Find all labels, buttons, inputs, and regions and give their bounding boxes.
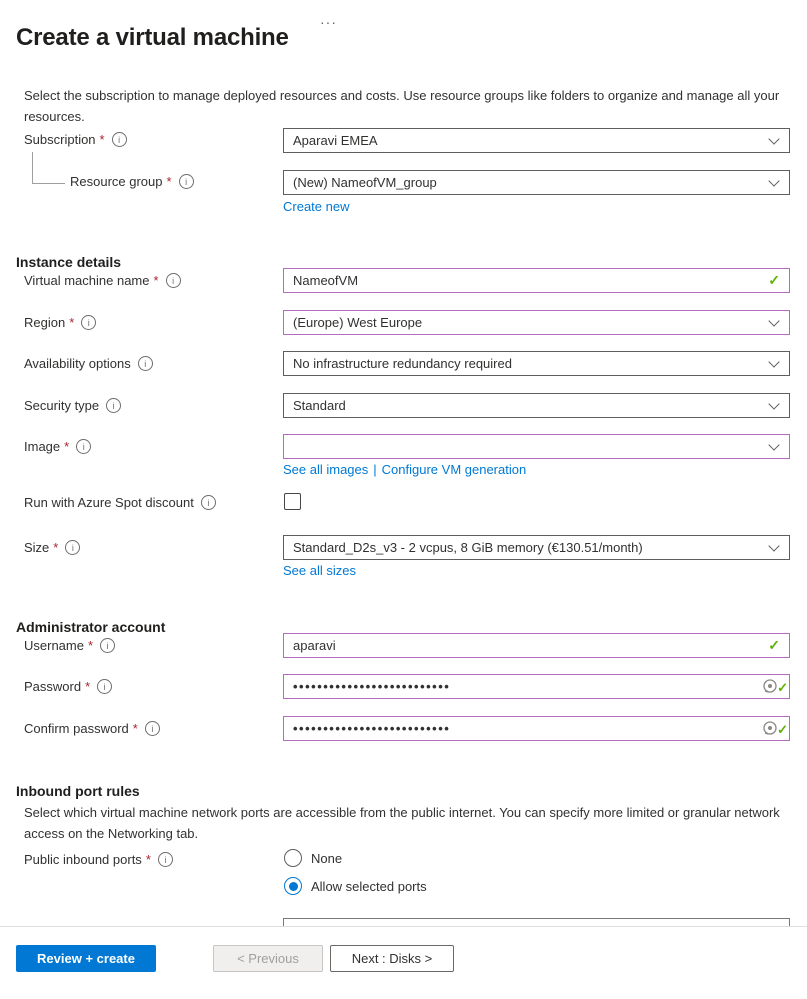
info-icon[interactable]: i	[97, 679, 112, 694]
confirm-password-label	[24, 721, 160, 736]
inbound-description: Select which virtual machine network ports are accessible from the public internet. You can specify more limited or granular network access on the Networking tab.	[24, 805, 780, 841]
password-label	[24, 679, 112, 694]
required-marker: *	[153, 273, 159, 288]
info-icon[interactable]: i	[145, 721, 160, 736]
size-dropdown[interactable]	[283, 535, 790, 560]
radio-allow-selected-ports[interactable]	[284, 877, 427, 895]
subscription-dropdown[interactable]	[283, 128, 790, 153]
required-marker: *	[69, 315, 75, 330]
next-disks-button[interactable]: Next : Disks >	[330, 945, 454, 972]
chevron-down-icon	[768, 356, 779, 367]
partial-dropdown[interactable]	[283, 918, 790, 926]
link-separator: |	[373, 462, 377, 477]
confirm-password-label-text: Confirm password	[24, 721, 129, 736]
azure-spot-label-text: Run with Azure Spot discount	[24, 495, 194, 510]
required-marker: *	[85, 679, 91, 694]
section-instance-details: Instance details	[16, 253, 122, 270]
info-icon[interactable]: i	[201, 495, 216, 510]
valid-check-icon: ✓	[777, 679, 788, 695]
size-value: Standard_D2s_v3 - 2 vcpus, 8 GiB memory (€130.51/month)	[293, 540, 643, 555]
configure-vm-generation-link[interactable]: Configure VM generation	[381, 462, 527, 477]
resource-group-value: (New) NameofVM_group	[293, 175, 437, 190]
required-marker: *	[166, 174, 172, 189]
section-administrator-account: Administrator account	[16, 618, 166, 635]
radio-none-label: None	[311, 850, 343, 866]
radio-circle-icon	[284, 849, 302, 867]
vm-name-input[interactable]	[283, 268, 790, 293]
vm-name-value: NameofVM	[293, 273, 359, 288]
see-all-sizes-link[interactable]: See all sizes	[283, 563, 356, 578]
availability-dropdown[interactable]	[283, 351, 790, 376]
info-icon[interactable]: i	[65, 540, 80, 555]
required-marker: *	[64, 439, 70, 454]
reveal-password-icon[interactable]	[762, 678, 788, 696]
reveal-password-icon[interactable]	[762, 720, 788, 738]
region-value: (Europe) West Europe	[293, 315, 423, 330]
confirm-password-value: ••••••••••••••••••••••••••	[293, 721, 451, 736]
username-label-text: Username	[24, 638, 84, 653]
valid-check-icon: ✓	[768, 272, 780, 288]
page-title: Create a virtual machine	[16, 24, 289, 52]
hierarchy-connector	[32, 152, 65, 184]
required-marker: *	[99, 132, 105, 147]
size-label	[24, 540, 80, 555]
chevron-down-icon	[768, 175, 779, 186]
footer-divider	[0, 926, 807, 927]
password-label-text: Password	[24, 679, 82, 694]
info-icon[interactable]: i	[158, 852, 173, 867]
required-marker: *	[53, 540, 59, 555]
resource-group-label	[70, 174, 194, 189]
azure-spot-label	[24, 495, 216, 510]
size-label-text: Size	[24, 540, 50, 555]
valid-check-icon: ✓	[768, 637, 780, 653]
info-icon[interactable]: i	[76, 439, 91, 454]
vm-name-label	[24, 273, 181, 288]
info-icon[interactable]: i	[81, 315, 96, 330]
required-marker: *	[132, 721, 138, 736]
username-label	[24, 638, 115, 653]
security-type-dropdown[interactable]	[283, 393, 790, 418]
availability-label	[24, 356, 153, 371]
chevron-down-icon	[768, 133, 779, 144]
image-label-text: Image	[24, 439, 61, 454]
password-input[interactable]	[283, 674, 790, 699]
vm-name-label-text: Virtual machine name	[24, 273, 150, 288]
availability-value: No infrastructure redundancy required	[293, 356, 512, 371]
public-inbound-ports-label	[24, 852, 173, 867]
image-links	[283, 462, 526, 477]
chevron-down-icon	[768, 398, 779, 409]
chevron-down-icon	[768, 439, 779, 450]
username-value: aparavi	[293, 638, 336, 653]
info-icon[interactable]: i	[138, 356, 153, 371]
azure-spot-checkbox[interactable]	[284, 493, 301, 510]
info-icon[interactable]: i	[179, 174, 194, 189]
see-all-images-link[interactable]: See all images	[283, 462, 369, 477]
intro-text: Select the subscription to manage deployed resources and costs. Use resource groups like folders to organize and manage all your resources.	[24, 88, 780, 124]
radio-selected-icon	[284, 877, 302, 895]
info-icon[interactable]: i	[100, 638, 115, 653]
previous-button[interactable]: < Previous	[213, 945, 323, 972]
resource-group-dropdown[interactable]	[283, 170, 790, 195]
radio-none[interactable]	[284, 849, 342, 867]
chevron-down-icon	[768, 315, 779, 326]
security-type-label-text: Security type	[24, 398, 100, 413]
valid-check-icon: ✓	[777, 721, 788, 737]
info-icon[interactable]: i	[106, 398, 121, 413]
section-inbound-port-rules: Inbound port rules	[16, 782, 140, 799]
resource-group-label-text: Resource group	[70, 174, 163, 189]
availability-label-text: Availability options	[24, 356, 131, 371]
review-create-button[interactable]: Review + create	[16, 945, 156, 972]
image-dropdown[interactable]	[283, 434, 790, 459]
security-type-value: Standard	[293, 398, 346, 413]
region-label	[24, 315, 96, 330]
chevron-down-icon	[768, 540, 779, 551]
create-new-link[interactable]: Create new	[283, 199, 350, 214]
username-input[interactable]	[283, 633, 790, 658]
subscription-value: Aparavi EMEA	[293, 133, 378, 148]
radio-allow-label: Allow selected ports	[311, 878, 427, 894]
subscription-label-text: Subscription	[24, 132, 96, 147]
security-type-label	[24, 398, 121, 413]
required-marker: *	[145, 852, 151, 867]
subscription-label	[24, 132, 127, 147]
image-label	[24, 439, 91, 454]
region-dropdown[interactable]	[283, 310, 790, 335]
info-icon[interactable]: i	[166, 273, 181, 288]
region-label-text: Region	[24, 315, 66, 330]
password-value: ••••••••••••••••••••••••••	[293, 679, 451, 694]
more-options-icon[interactable]: ···	[320, 14, 337, 30]
required-marker: *	[87, 638, 94, 653]
info-icon[interactable]: i	[112, 132, 127, 147]
public-inbound-ports-label-text: Public inbound ports	[24, 852, 142, 867]
confirm-password-input[interactable]	[283, 716, 790, 741]
